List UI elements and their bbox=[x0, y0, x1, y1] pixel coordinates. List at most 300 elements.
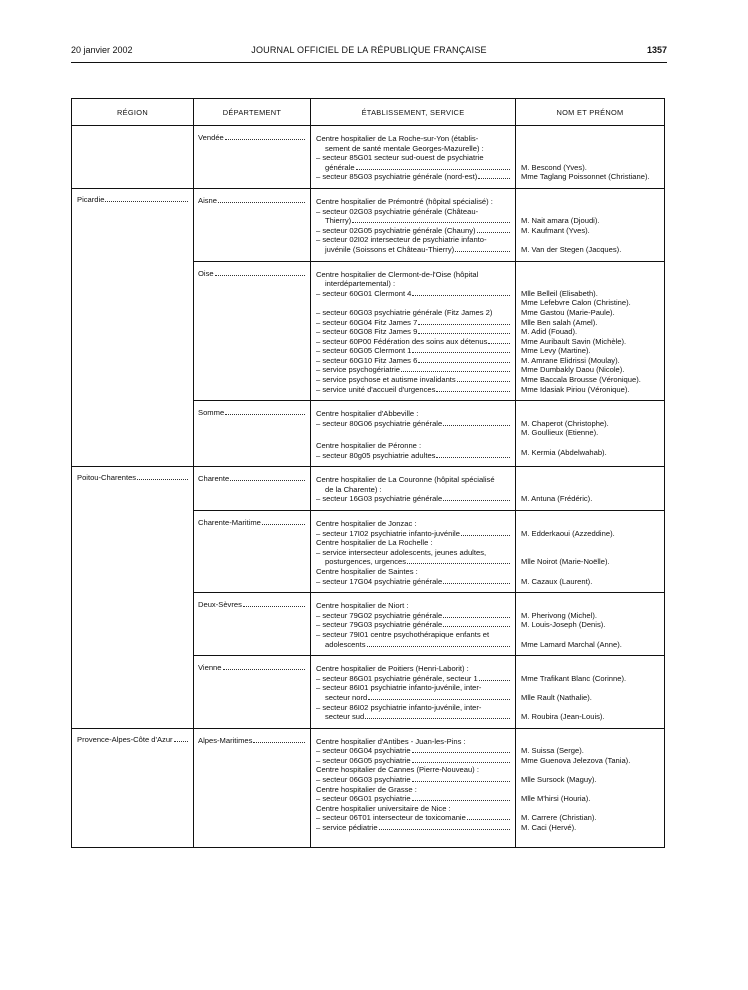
etablissement-line: – secteur 86I02 psychiatrie infanto-juvénile, inter- bbox=[316, 702, 482, 712]
nom-line: Mme Lefebvre Calon (Christine). bbox=[521, 298, 631, 308]
departement-label-text: Oise bbox=[198, 268, 214, 278]
column-header-nom: NOM ET PRÉNOM bbox=[516, 99, 665, 126]
leader-dots bbox=[356, 169, 510, 170]
nom-blank bbox=[521, 485, 662, 495]
etablissement-line-text: – service psychose et autisme invalidants bbox=[316, 375, 456, 385]
nom-cell bbox=[516, 467, 665, 511]
departement-label bbox=[198, 474, 306, 483]
etablissement-line: Centre hospitalier universitaire de Nice : bbox=[316, 803, 451, 813]
etablissement-line-text: – secteur 60G08 Fitz James 9 bbox=[316, 327, 418, 337]
table-row bbox=[72, 401, 665, 467]
departement-cell bbox=[194, 126, 311, 189]
etablissement-line: – secteur 86I01 psychiatrie infanto-juvénile, inter- bbox=[316, 683, 482, 693]
etablissement-line bbox=[316, 289, 511, 299]
region-cell bbox=[72, 593, 194, 656]
nom-blank bbox=[521, 475, 662, 485]
table-body bbox=[72, 126, 665, 848]
etablissement-line: sement de santé mentale Georges-Mazurelle) : bbox=[325, 143, 484, 153]
region-cell bbox=[72, 656, 194, 729]
etablissement-line-text: – service pédiatrie bbox=[316, 823, 378, 833]
etablissement-line bbox=[316, 172, 511, 182]
nom-line: M. Bescond (Yves). bbox=[521, 162, 587, 172]
leader-dots bbox=[443, 626, 510, 627]
etablissement-line bbox=[316, 226, 511, 236]
etablissement-line-text: – secteur 60G05 Clermont 1 bbox=[316, 346, 412, 356]
etablissement-line-text: – secteur 17I02 psychiatrie infanto-juvénile bbox=[316, 528, 460, 538]
leader-dots bbox=[367, 646, 510, 647]
nom-blank bbox=[521, 270, 662, 280]
nom-blank bbox=[521, 548, 662, 558]
spacer-cell bbox=[516, 839, 665, 848]
etablissement-line: Centre hospitalier de Péronne : bbox=[316, 441, 422, 451]
etablissement-line bbox=[316, 451, 511, 461]
etablissement-line bbox=[316, 577, 511, 587]
etablissement-line: Centre hospitalier de Jonzac : bbox=[316, 519, 417, 528]
etablissement-lines bbox=[311, 262, 515, 401]
etablissement-line-text: – secteur 06G01 psychiatrie bbox=[316, 794, 411, 804]
column-header-region: RÉGION bbox=[72, 99, 194, 126]
etablissement-line bbox=[316, 365, 511, 375]
etablissement-line: de la Charente) : bbox=[325, 484, 382, 494]
leader-dots bbox=[436, 457, 510, 458]
nom-line: Mme Trafikant Blanc (Corinne). bbox=[521, 673, 627, 683]
etablissement-line bbox=[316, 318, 511, 328]
table-header-row bbox=[72, 99, 665, 126]
nom-blank bbox=[521, 207, 662, 217]
etablissement-line bbox=[316, 557, 511, 567]
table-row bbox=[72, 511, 665, 593]
etablissement-cell bbox=[311, 728, 516, 838]
nom-blank bbox=[521, 235, 662, 245]
etablissement-line bbox=[316, 216, 511, 226]
etablissement-cell bbox=[311, 401, 516, 467]
leader-dots bbox=[412, 762, 510, 763]
departement-label-box bbox=[194, 262, 310, 278]
etablissement-line-text: secteur nord bbox=[325, 692, 368, 702]
nom-lines bbox=[516, 126, 664, 188]
etablissement-line-text: – secteur 02G05 psychiatrie générale (Chauny) bbox=[316, 225, 476, 235]
leader-dots bbox=[365, 718, 510, 719]
nom-blank bbox=[521, 601, 662, 611]
region-label-box bbox=[72, 467, 193, 482]
nom-blank bbox=[521, 630, 662, 640]
nom-line: M. Carrere (Christian). bbox=[521, 813, 597, 823]
etablissement-line: Centre hospitalier de Grasse : bbox=[316, 784, 417, 794]
departement-label-text: Aisne bbox=[198, 195, 217, 205]
nom-lines bbox=[516, 511, 664, 592]
etablissement-lines bbox=[311, 593, 515, 655]
etablissement-line: Centre hospitalier de Prémontré (hôpital spécialisé) : bbox=[316, 196, 493, 206]
region-cell bbox=[72, 261, 194, 401]
nom-line: M. Antuna (Frédéric). bbox=[521, 494, 593, 504]
etablissement-line bbox=[316, 620, 511, 630]
region-cell bbox=[72, 467, 194, 511]
region-cell bbox=[72, 728, 194, 838]
departement-cell bbox=[194, 261, 311, 401]
nom-cell bbox=[516, 593, 665, 656]
etablissement-line bbox=[316, 419, 511, 429]
departement-label-box bbox=[194, 126, 310, 142]
etablissement-line: – service intersecteur adolescents, jeunes adultes, bbox=[316, 547, 487, 557]
nom-line: M. Amrane Elidrissi (Moulay). bbox=[521, 355, 620, 365]
spacer-cell bbox=[194, 839, 311, 848]
etablissement-cell bbox=[311, 593, 516, 656]
leader-dots bbox=[412, 800, 510, 801]
nom-line: M. Adid (Fouad). bbox=[521, 327, 578, 337]
nom-line: M. Nait amara (Djoudi). bbox=[521, 216, 600, 226]
nom-blank bbox=[521, 279, 662, 289]
nom-lines bbox=[516, 467, 664, 510]
etablissement-line-text: – secteur 06G04 psychiatrie bbox=[316, 746, 411, 756]
column-header-departement: DÉPARTEMENT bbox=[194, 99, 311, 126]
etablissement-line-text: Thierry) bbox=[325, 216, 352, 226]
etablissement-line-text: – secteur 80g05 psychiatrie adultes bbox=[316, 450, 436, 460]
departement-cell bbox=[194, 401, 311, 467]
nom-line: M. Van der Stegen (Jacques). bbox=[521, 244, 622, 254]
nom-lines bbox=[516, 729, 664, 839]
leader-dots bbox=[379, 829, 510, 830]
etablissement-line: – secteur 79I01 centre psychothérapique enfants et bbox=[316, 629, 490, 639]
departement-label bbox=[198, 518, 306, 527]
nom-blank bbox=[521, 785, 662, 795]
leader-dots bbox=[418, 333, 510, 334]
nom-blank bbox=[521, 409, 662, 419]
leader-dots bbox=[436, 391, 510, 392]
departement-label-text: Deux-Sèvres bbox=[198, 600, 242, 610]
departement-cell bbox=[194, 593, 311, 656]
table-bottom-spacer bbox=[72, 839, 665, 848]
region-label bbox=[77, 473, 189, 482]
leader-dots bbox=[412, 352, 510, 353]
departement-label-box bbox=[194, 593, 310, 609]
table-row bbox=[72, 467, 665, 511]
etablissement-lines bbox=[311, 656, 515, 728]
leader-dots bbox=[455, 251, 510, 252]
nom-line: M. Edderkaoui (Azzeddine). bbox=[521, 528, 615, 538]
nom-blank bbox=[521, 664, 662, 674]
etablissement-line-text: – secteur 16G03 psychiatrie générale bbox=[316, 494, 443, 504]
region-label-text: Picardie bbox=[77, 194, 105, 204]
etablissement-cell bbox=[311, 511, 516, 593]
leader-dots bbox=[223, 669, 305, 670]
departement-label-box bbox=[194, 467, 310, 483]
nom-blank bbox=[521, 134, 662, 144]
region-cell bbox=[72, 126, 194, 189]
nom-cell bbox=[516, 511, 665, 593]
etablissement-line bbox=[316, 813, 511, 823]
leader-dots bbox=[262, 524, 305, 525]
nom-blank bbox=[521, 197, 662, 207]
etablissement-line-text: – secteur 06G03 psychiatrie bbox=[316, 775, 411, 785]
leader-dots bbox=[478, 178, 510, 179]
nom-line: Mlle Rault (Nathalie). bbox=[521, 692, 592, 702]
table-row bbox=[72, 593, 665, 656]
etablissement-line-text: posturgences, urgences bbox=[325, 557, 407, 567]
departement-label-text: Charente-Maritime bbox=[198, 518, 261, 527]
nom-line: M. Roubira (Jean-Louis). bbox=[521, 712, 605, 722]
leader-dots bbox=[105, 201, 188, 202]
etablissement-line-text: – secteur 17G04 psychiatrie générale bbox=[316, 576, 443, 586]
etablissement-line bbox=[316, 337, 511, 347]
nom-blank bbox=[521, 144, 662, 154]
nom-line: Mlle Noirot (Marie-Noëlle). bbox=[521, 557, 610, 567]
nom-blank bbox=[521, 153, 662, 163]
etablissement-line bbox=[316, 327, 511, 337]
region-label-box bbox=[72, 729, 193, 744]
leader-dots bbox=[412, 781, 510, 782]
etablissement-line-text: – secteur 79G02 psychiatrie générale bbox=[316, 610, 443, 620]
nom-blank bbox=[521, 438, 662, 448]
etablissement-line bbox=[316, 794, 511, 804]
leader-dots bbox=[218, 202, 305, 203]
etablissement-cell bbox=[311, 188, 516, 261]
departement-label bbox=[198, 600, 306, 609]
region-label bbox=[77, 735, 189, 744]
nom-line: M. Kermia (Abdelwahab). bbox=[521, 447, 607, 457]
leader-dots bbox=[443, 500, 510, 501]
etablissement-line-text: – service unité d'accueil d'urgences bbox=[316, 384, 436, 394]
leader-dots bbox=[352, 222, 510, 223]
etablissement-line bbox=[316, 494, 511, 504]
nom-blank bbox=[521, 737, 662, 747]
nom-line: Mme Lamard Marchal (Anne). bbox=[521, 639, 622, 649]
etablissement-line bbox=[316, 356, 511, 366]
etablissement-line: Centre hospitalier de Niort : bbox=[316, 601, 409, 611]
etablissement-line: Centre hospitalier d'Antibes - Juan-les-Pins : bbox=[316, 736, 466, 746]
nom-line: Mlle Sursock (Maguy). bbox=[521, 775, 597, 785]
departement-cell bbox=[194, 511, 311, 593]
nom-blank bbox=[521, 519, 662, 529]
leader-dots bbox=[488, 343, 510, 344]
leader-dots bbox=[477, 232, 510, 233]
etablissement-line-text: – secteur 60G01 Clermont 4 bbox=[316, 288, 412, 298]
nom-cell bbox=[516, 126, 665, 189]
etablissement-lines bbox=[311, 729, 515, 839]
table-row bbox=[72, 728, 665, 838]
etablissement-lines bbox=[311, 401, 515, 466]
leader-dots bbox=[215, 275, 305, 276]
etablissement-line-text: – service psychogériatrie bbox=[316, 365, 400, 375]
region-label-box bbox=[72, 189, 193, 204]
region-label bbox=[77, 195, 189, 204]
nom-blank bbox=[521, 804, 662, 814]
etablissement-line: Centre hospitalier de La Rochelle : bbox=[316, 538, 433, 548]
etablissement-line-text: – secteur 06T01 intersecteur de toxicomanie bbox=[316, 813, 466, 823]
nom-line: Mlle M'hirsi (Houria). bbox=[521, 794, 591, 804]
etablissement-line bbox=[316, 746, 511, 756]
nom-line: Mme Levy (Martine). bbox=[521, 346, 591, 356]
nom-blank bbox=[521, 683, 662, 693]
departement-label bbox=[198, 269, 306, 278]
etablissement-line bbox=[316, 640, 511, 650]
departement-label bbox=[198, 196, 306, 205]
leader-dots bbox=[467, 819, 510, 820]
etablissement-line-text: juvénile (Soissons et Château-Thierry) bbox=[325, 244, 455, 254]
departement-cell bbox=[194, 188, 311, 261]
nom-blank bbox=[521, 765, 662, 775]
departement-label-box bbox=[194, 656, 310, 672]
leader-dots bbox=[230, 480, 305, 481]
leader-dots bbox=[461, 535, 510, 536]
etablissement-line: Centre hospitalier de Saintes : bbox=[316, 566, 418, 576]
page-number: 1357 bbox=[646, 45, 667, 55]
departement-label-text: Vienne bbox=[198, 663, 222, 673]
departement-label bbox=[198, 408, 306, 417]
nom-line: Mme Taglang Poissonnet (Christiane). bbox=[521, 172, 650, 182]
etablissement-lines bbox=[311, 467, 515, 510]
nom-line: Mlle Belleil (Elisabeth). bbox=[521, 288, 598, 298]
etablissement-line bbox=[316, 375, 511, 385]
etablissement-lines bbox=[311, 511, 515, 592]
etablissement-line: – secteur 02G03 psychiatrie générale (Château- bbox=[316, 206, 479, 216]
nom-line: M. Kaufmant (Yves). bbox=[521, 225, 590, 235]
etablissement-line: – secteur 60G03 psychiatrie générale (Fitz James 2) bbox=[316, 307, 493, 317]
departement-label-box bbox=[194, 729, 310, 745]
etablissement-line-text: générale bbox=[325, 162, 355, 172]
etablissement-lines bbox=[311, 189, 515, 261]
journal-title: JOURNAL OFFICIEL DE LA RÉPUBLIQUE FRANÇAISE bbox=[251, 45, 487, 55]
nom-blank bbox=[521, 703, 662, 713]
etablissement-line-text: – secteur 06G05 psychiatrie bbox=[316, 755, 411, 765]
leader-dots bbox=[479, 680, 510, 681]
etablissement-line bbox=[316, 346, 511, 356]
departement-label-text: Somme bbox=[198, 408, 225, 418]
nom-line: M. Louis-Joseph (Denis). bbox=[521, 620, 606, 630]
region-cell bbox=[72, 188, 194, 261]
departement-label-text: Alpes-Maritimes bbox=[198, 735, 253, 745]
region-label-text: Provence-Alpes-Côte d'Azur bbox=[77, 734, 173, 744]
etablissement-line-text: – secteur 60G04 Fitz James 7 bbox=[316, 317, 418, 327]
etablissement-cell bbox=[311, 656, 516, 729]
etablissement-line: Centre hospitalier d'Abbeville : bbox=[316, 409, 419, 419]
nom-cell bbox=[516, 261, 665, 401]
blank-line bbox=[316, 298, 511, 308]
nom-line: M. Pherivong (Michel). bbox=[521, 610, 597, 620]
etablissement-line bbox=[316, 756, 511, 766]
nom-cell bbox=[516, 656, 665, 729]
etablissement-line bbox=[316, 823, 511, 833]
etablissement-cell bbox=[311, 467, 516, 511]
nom-lines bbox=[516, 656, 664, 728]
etablissement-line bbox=[316, 529, 511, 539]
nom-cell bbox=[516, 401, 665, 467]
page-header bbox=[71, 45, 667, 61]
nom-lines bbox=[516, 593, 664, 655]
leader-dots bbox=[412, 295, 510, 296]
leader-dots bbox=[418, 362, 510, 363]
etablissement-line-text: – secteur 60P00 Fédération des soins aux détenus bbox=[316, 336, 488, 346]
nom-line: M. Chaperot (Christophe). bbox=[521, 418, 609, 428]
leader-dots bbox=[412, 752, 510, 753]
leader-dots bbox=[401, 371, 510, 372]
region-cell bbox=[72, 401, 194, 467]
nom-line: Mme Auribault Savin (Michèle). bbox=[521, 336, 627, 346]
etablissement-line-text: – secteur 86G01 psychiatrie générale, secteur 1 bbox=[316, 673, 478, 683]
nom-line: Mme Dumbakly Daou (Nicole). bbox=[521, 365, 625, 375]
nom-blank bbox=[521, 567, 662, 577]
leader-dots bbox=[443, 617, 510, 618]
nom-line: M. Suissa (Serge). bbox=[521, 746, 584, 756]
blank-line bbox=[316, 428, 511, 438]
leader-dots bbox=[407, 563, 510, 564]
departement-label-box bbox=[194, 401, 310, 417]
nom-line: Mme Idasiak Piriou (Véronique). bbox=[521, 384, 630, 394]
departement-label bbox=[198, 663, 306, 672]
etablissement-cell bbox=[311, 261, 516, 401]
nom-line: Mme Baccala Brousse (Véronique). bbox=[521, 375, 641, 385]
leader-dots bbox=[174, 741, 188, 742]
departement-label-text: Charente bbox=[198, 474, 230, 484]
etablissement-line: Centre hospitalier de Clermont-de-l'Oise (hôpital bbox=[316, 269, 479, 279]
appointments-table bbox=[71, 98, 665, 848]
spacer-cell bbox=[311, 839, 516, 848]
leader-dots bbox=[137, 479, 188, 480]
header-rule bbox=[71, 62, 667, 63]
etablissement-line-text: adolescents bbox=[325, 639, 366, 649]
nom-line: Mme Gastou (Marie-Paule). bbox=[521, 307, 615, 317]
etablissement-line-text: – secteur 80G06 psychiatrie générale bbox=[316, 418, 443, 428]
leader-dots bbox=[368, 699, 510, 700]
etablissement-line bbox=[316, 163, 511, 173]
departement-label-text: Vendée bbox=[198, 133, 224, 142]
departement-label bbox=[198, 133, 306, 142]
nom-line: M. Goullieux (Etienne). bbox=[521, 428, 599, 438]
etablissement-line: Centre hospitalier de Cannes (Pierre-Nouveau) : bbox=[316, 765, 479, 775]
leader-dots bbox=[457, 381, 510, 382]
etablissement-line: – secteur 85G01 secteur sud-ouest de psychiatrie bbox=[316, 153, 484, 163]
region-cell bbox=[72, 511, 194, 593]
etablissement-line bbox=[316, 712, 511, 722]
leader-dots bbox=[225, 414, 305, 415]
etablissement-line-text: – secteur 85G03 psychiatrie générale (nord-est) bbox=[316, 172, 478, 182]
leader-dots bbox=[418, 324, 510, 325]
etablissement-line: Centre hospitalier de La Roche-sur-Yon (établis- bbox=[316, 134, 479, 143]
nom-line: Mme Guenova Jelezova (Tania). bbox=[521, 755, 631, 765]
nom-line: M. Cazaux (Laurent). bbox=[521, 576, 593, 586]
nom-lines bbox=[516, 262, 664, 401]
nom-lines bbox=[516, 189, 664, 261]
leader-dots bbox=[443, 425, 510, 426]
departement-label-box bbox=[194, 189, 310, 205]
leader-dots bbox=[225, 139, 305, 140]
leader-dots bbox=[443, 583, 510, 584]
etablissement-line-text: – secteur 79G03 psychiatrie générale bbox=[316, 620, 443, 630]
nom-line: M. Caci (Hervé). bbox=[521, 823, 577, 833]
table-row bbox=[72, 261, 665, 401]
nom-blank bbox=[521, 538, 662, 548]
etablissement-line bbox=[316, 385, 511, 395]
header-date: 20 janvier 2002 bbox=[71, 45, 133, 55]
nom-cell bbox=[516, 188, 665, 261]
etablissement-line bbox=[316, 245, 511, 255]
etablissement-line-text: – secteur 60G10 Fitz James 6 bbox=[316, 355, 418, 365]
nom-cell bbox=[516, 728, 665, 838]
column-header-etablissement: ÉTABLISSEMENT, SERVICE bbox=[311, 99, 516, 126]
etablissement-line: Centre hospitalier de La Couronne (hôpital spécialisé bbox=[316, 475, 495, 485]
departement-label bbox=[198, 736, 306, 745]
leader-dots bbox=[243, 606, 305, 607]
table-row bbox=[72, 656, 665, 729]
leader-dots bbox=[253, 742, 305, 743]
etablissement-line bbox=[316, 611, 511, 621]
spacer-cell bbox=[72, 839, 194, 848]
table-row bbox=[72, 188, 665, 261]
nom-line: Mlle Ben salah (Amel). bbox=[521, 317, 598, 327]
departement-label-box bbox=[194, 511, 310, 527]
etablissement-lines bbox=[311, 126, 515, 188]
departement-cell bbox=[194, 728, 311, 838]
region-label-text: Poitou-Charentes bbox=[77, 473, 137, 483]
